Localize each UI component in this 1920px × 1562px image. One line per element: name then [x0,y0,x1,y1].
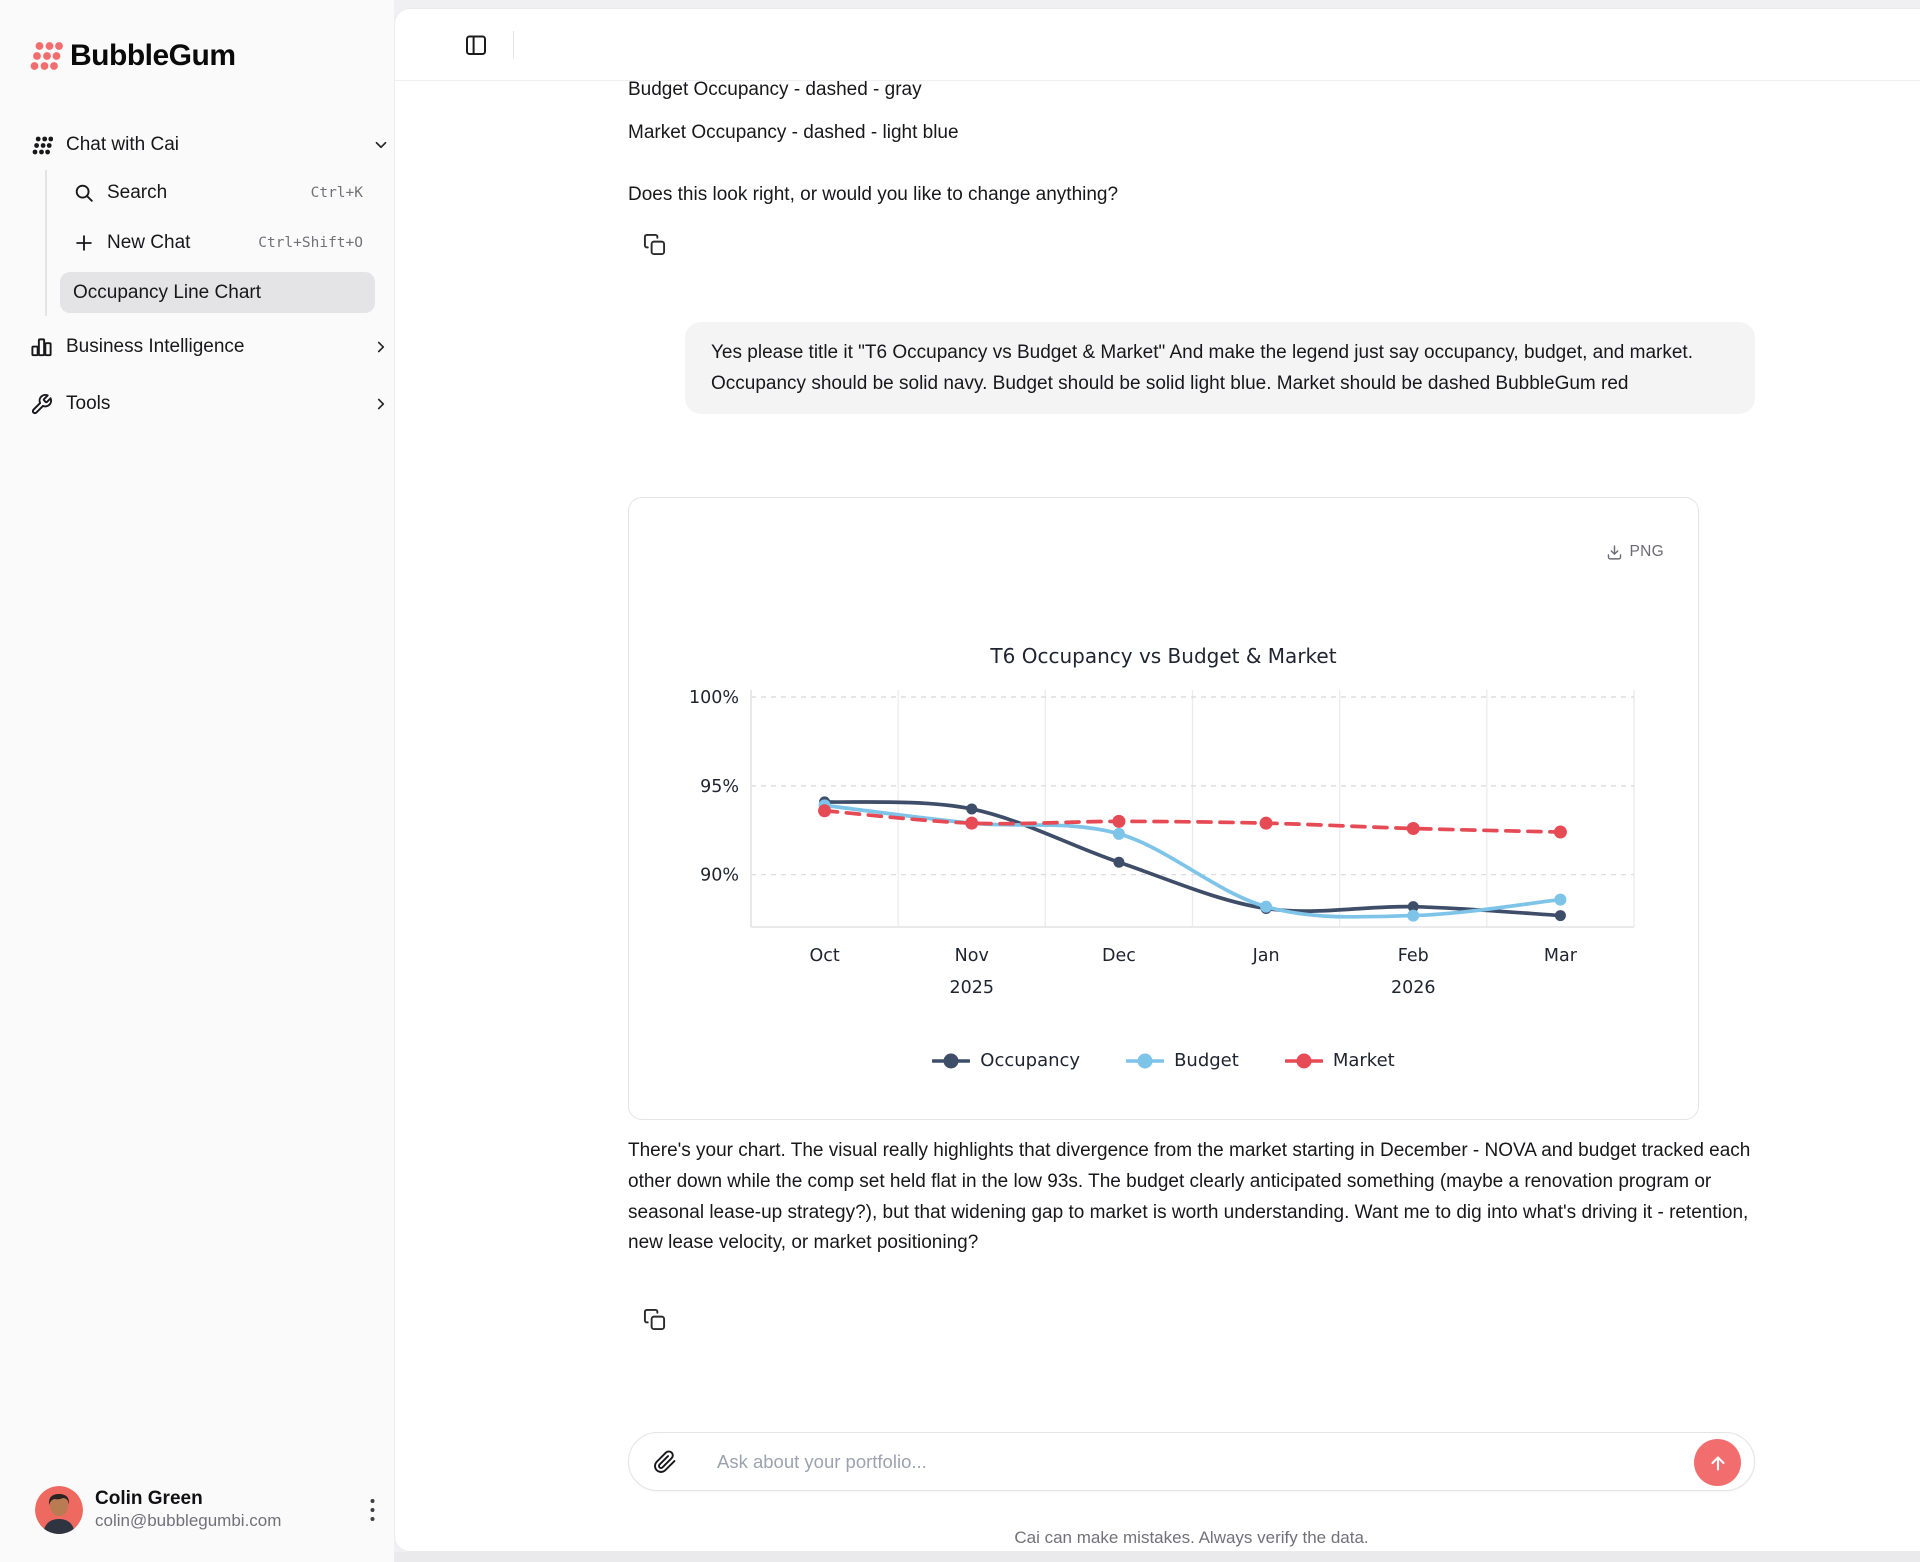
download-icon [1606,544,1623,561]
sidebar-toggle-button[interactable] [457,26,495,64]
app-title: BubbleGum [70,39,236,72]
wrench-icon [30,393,53,416]
svg-text:90%: 90% [700,865,739,886]
chevron-right-icon [372,395,390,413]
attachment-paperclip-icon[interactable] [653,1450,677,1474]
legend-item-market[interactable] [1285,1050,1395,1071]
copy-message-button[interactable] [641,1306,667,1332]
legend-item-budget[interactable] [1126,1050,1239,1071]
legend-label: Market [1332,1050,1395,1071]
sidebar-item-chat-with-cai[interactable] [30,128,390,162]
active-chat-label: Occupancy Line Chart [73,281,261,303]
sidebar-item-label: Tools [66,393,111,414]
sidebar-item-label: Business Intelligence [66,336,245,357]
avatar [35,1486,83,1534]
svg-text:Jan: Jan [1252,946,1280,966]
profile-menu-kebab-icon[interactable] [362,1494,382,1526]
svg-text:2025: 2025 [949,978,995,998]
assistant-message-line: Budget Occupancy - dashed - gray [628,81,922,100]
legend-marker-icon [932,1052,970,1070]
cai-dots-icon [30,134,53,157]
sidebar-item-business-intelligence[interactable] [30,330,390,364]
assistant-message-line: Does this look right, or would you like to change anything? [628,184,1119,205]
new-chat-shortcut: Ctrl+Shift+O [258,235,363,251]
assistant-message: There's your chart. The visual really highlights that divergence from the market starting in December - NOVA and budget tracked each other down while the comp set held flat in the low 93s. The budget clearly anticipated something (maybe a renovation program or seasonal lease-up strategy?), but that widening gap to market is worth understanding. Want me to dig into what's driving it - retention, new lease velocity, or market positioning? [628,1140,1751,1254]
search-icon [73,182,95,204]
main-header [395,9,1920,81]
chart-title: T6 Occupancy vs Budget & Market [990,644,1337,668]
sidebar-item-label: New Chat [107,232,191,253]
svg-text:95%: 95% [700,776,739,797]
header-divider [513,31,514,59]
svg-text:Feb: Feb [1397,946,1429,966]
sidebar-item-label: Search [107,182,168,203]
user-profile[interactable] [35,1484,390,1536]
app-logo [27,38,236,74]
user-message-bubble: Yes please title it "T6 Occupancy vs Budget & Market" And make the legend just say occupancy, budget, and market. Occupancy should be solid navy. Budget should be solid light blue. Market should be dashed BubbleGum red [685,322,1755,414]
chevron-right-icon [372,338,390,356]
legend-marker-icon [1285,1052,1323,1070]
legend-label: Budget [1174,1050,1239,1071]
disclaimer-text: Cai can make mistakes. Always verify the data. [1014,1528,1369,1547]
bar-chart-icon [30,336,53,359]
download-png-label: PNG [1629,543,1664,560]
occupancy-line-chart [629,670,1700,1002]
plus-icon [73,232,95,254]
send-button[interactable] [1694,1439,1741,1486]
sidebar-item-label: Chat with Cai [66,134,179,155]
sidebar-item-search[interactable] [60,176,375,210]
legend-label: Occupancy [980,1050,1081,1071]
sidebar-item-occupancy-line-chart[interactable] [60,272,375,313]
chat-scroll-area[interactable] [395,81,1920,1551]
profile-name: Colin Green [95,1487,203,1509]
composer [628,1432,1755,1491]
profile-email: colin@bubblegumbi.com [95,1511,282,1531]
chart-card [628,497,1699,1120]
nav-indent-line [45,170,47,316]
sidebar-item-tools[interactable] [30,387,390,421]
svg-text:2026: 2026 [1390,978,1436,998]
svg-text:Oct: Oct [809,946,840,966]
panel-left-icon [464,33,488,57]
assistant-message-line: Market Occupancy - dashed - light blue [628,122,959,143]
arrow-up-icon [1707,1452,1729,1474]
chat-input[interactable] [717,1434,1657,1489]
legend-marker-icon [1126,1052,1164,1070]
svg-text:100%: 100% [688,688,739,708]
page-bottom-strip [394,1552,1920,1562]
legend-item-occupancy[interactable] [932,1050,1080,1071]
chevron-down-icon [372,136,390,154]
download-png-button[interactable] [1606,538,1665,566]
chart-legend [629,1050,1698,1071]
search-shortcut: Ctrl+K [310,185,363,201]
sidebar [0,0,394,1562]
sidebar-item-new-chat[interactable] [60,226,375,260]
copy-message-button[interactable] [641,231,667,257]
bubblegum-dots-icon [27,38,63,74]
main-panel [394,8,1920,1552]
svg-text:Dec: Dec [1101,946,1136,966]
svg-text:Nov: Nov [954,946,989,966]
svg-text:Mar: Mar [1543,946,1577,966]
